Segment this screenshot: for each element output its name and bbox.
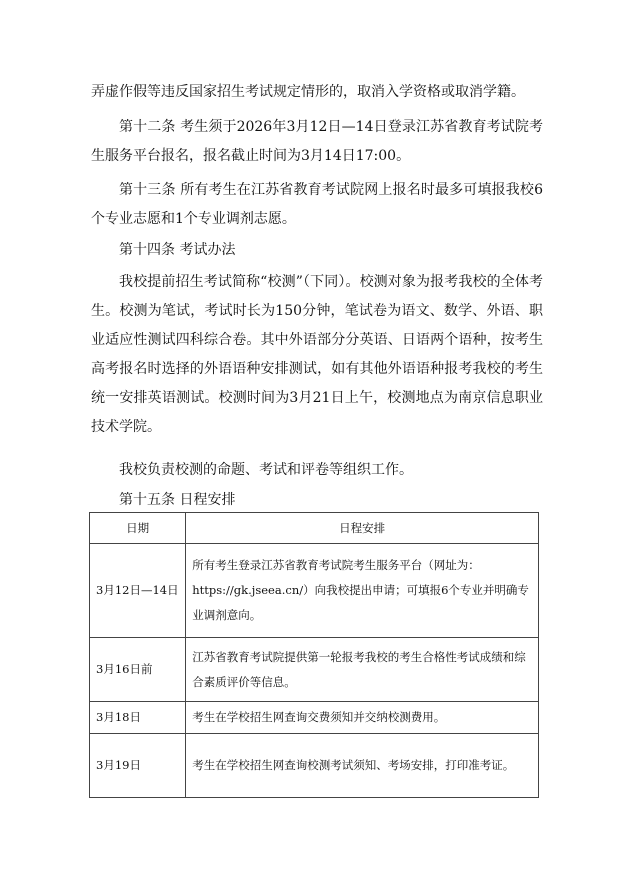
row-arrangement: 考生在学校招生网查询交费须知并交纳校测费用。 — [186, 702, 539, 734]
table-header-row — [90, 513, 539, 544]
row-date: 3月18日 — [90, 702, 186, 734]
row-date: 3月16日前 — [90, 638, 186, 702]
row-arrangement: 考生在学校招生网查询校测考试须知、考场安排，打印准考证。 — [186, 734, 539, 798]
table-row — [90, 734, 539, 798]
schedule-table — [89, 512, 539, 798]
row-arrangement: 所有考生登录江苏省教育考试院考生服务平台（网址为：https://gk.jseea.cn/）向我校提出申请；可填报6个专业并明确专业调剂意向。 — [186, 544, 539, 638]
table-row — [90, 702, 539, 734]
header-arrangement: 日程安排 — [186, 513, 539, 544]
article-12: 第十二条 考生须于2026年3月12日—14日登录江苏省教育考试院考生服务平台报名，报名截止时间为3月14日17:00。 — [91, 119, 543, 164]
table-row — [90, 638, 539, 702]
article-14-body-2: 我校负责校测的命题、考试和评卷等组织工作。 — [119, 462, 413, 478]
table-row — [90, 544, 539, 638]
paragraph-continuation: 弄虚作假等违反国家招生考试规定情形的，取消入学资格或取消学籍。 — [91, 84, 525, 100]
article-13: 第十三条 所有考生在江苏省教育考试院网上报名时最多可填报我校6个专业志愿和1个专业调剂志愿。 — [91, 182, 543, 227]
row-date: 3月12日—14日 — [90, 544, 186, 638]
article-14-title: 第十四条 考试办法 — [119, 242, 236, 258]
article-15-title: 第十五条 日程安排 — [119, 492, 236, 508]
article-14-body-1: 我校提前招生考试简称“校测”（下同）。校测对象为报考我校的全体考生。校测为笔试，考试时长为150分钟，笔试卷为语文、数学、外语、职业适应性测试四科综合卷。其中外语部分分英语、日语两个语种，按考生高考报名时选择的外语语种安排测试，如有其他外语语种报考我校的考生统一安排英语测试。校测时间为3月21日上午，校测地点为南京信息职业技术学院。 — [91, 274, 543, 435]
row-arrangement: 江苏省教育考试院提供第一轮报考我校的考生合格性考试成绩和综合素质评价等信息。 — [186, 638, 539, 702]
row-date: 3月19日 — [90, 734, 186, 798]
header-date: 日期 — [90, 513, 186, 544]
